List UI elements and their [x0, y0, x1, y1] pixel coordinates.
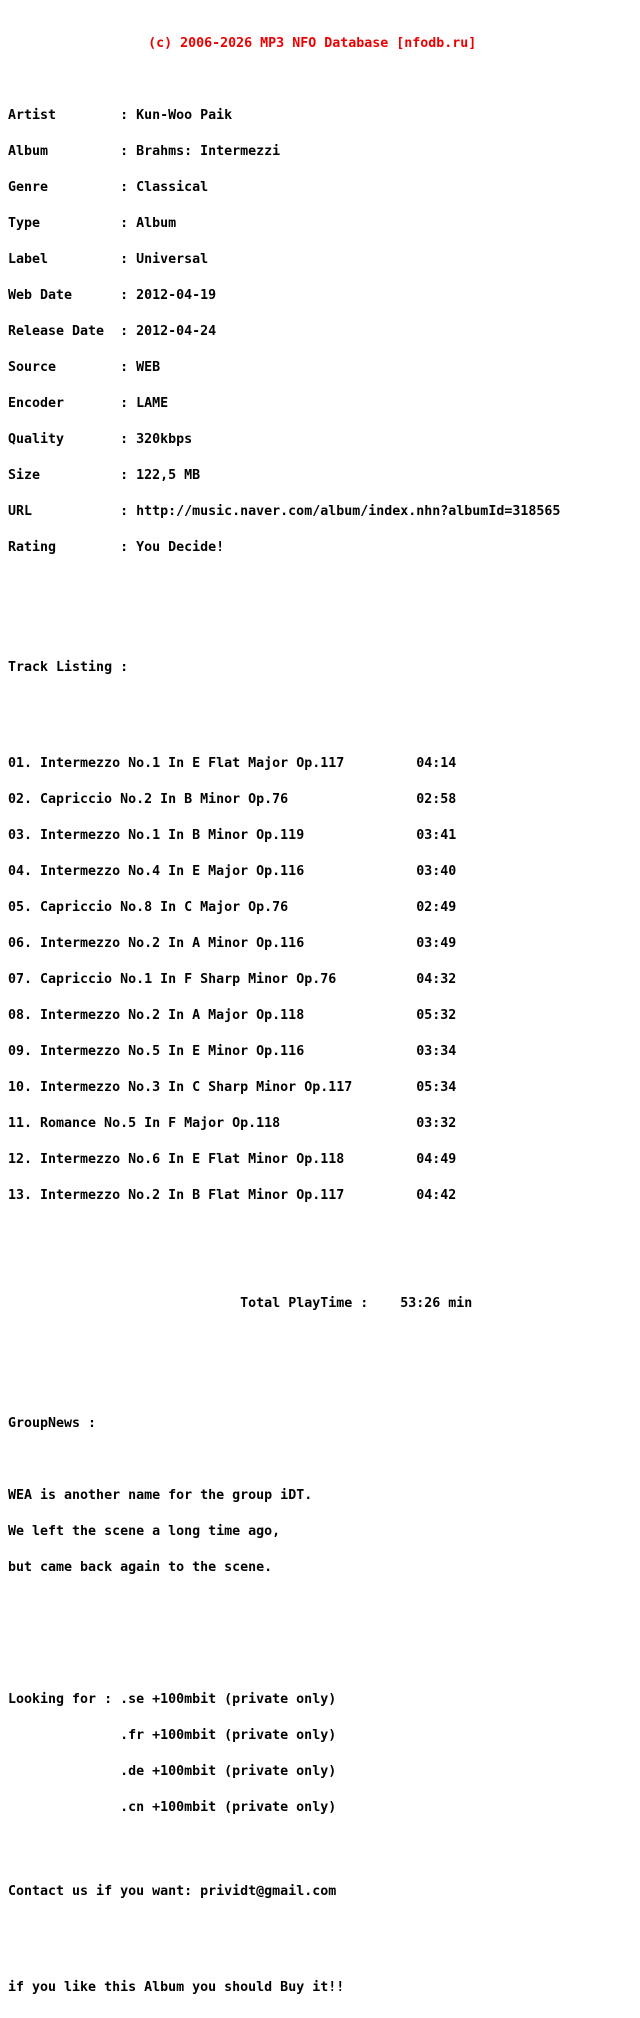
track-number: 01. [8, 756, 33, 771]
metadata-separator: : [120, 540, 137, 555]
metadata-row-web-date [8, 290, 640, 302]
metadata-separator: : [120, 396, 137, 411]
track-row [8, 758, 640, 770]
track-duration: 04:32 [416, 972, 457, 987]
looking-for-block [8, 1670, 640, 1838]
track-title: Romance No.5 In F Major Op.118 [40, 1116, 281, 1131]
track-number: 06. [8, 936, 33, 951]
nfo-header-copyright: (c) 2006-2026 MP3 NFO Database [nfodb.ru] [148, 36, 477, 51]
track-number: 09. [8, 1044, 33, 1059]
metadata-label: Quality [8, 432, 65, 447]
metadata-separator: : [120, 216, 137, 231]
metadata-value-source: WEB [136, 360, 161, 375]
track-number: 11. [8, 1116, 33, 1131]
footer-note: if you like this Album you should Buy it!! [8, 1980, 345, 1995]
track-title: Capriccio No.2 In B Minor Op.76 [40, 792, 289, 807]
metadata-label: Label [8, 252, 49, 267]
looking-for-row [8, 1766, 640, 1778]
metadata-value-artist: Kun-Woo Paik [136, 108, 233, 123]
metadata-row-size [8, 470, 640, 482]
contact-line: Contact us if you want: prividt@gmail.com [8, 1884, 337, 1899]
track-row [8, 974, 640, 986]
metadata-value-label: Universal [136, 252, 209, 267]
track-row [8, 902, 640, 914]
track-number: 07. [8, 972, 33, 987]
metadata-value-type: Album [136, 216, 177, 231]
metadata-label: URL [8, 504, 33, 519]
metadata-value-release-date: 2012-04-24 [136, 324, 217, 339]
groupnews-line: but came back again to the scene. [8, 1560, 273, 1575]
total-playtime-value: 53:26 min [400, 1296, 473, 1311]
metadata-separator: : [120, 180, 137, 195]
metadata-row-rating [8, 542, 640, 554]
track-row [8, 866, 640, 878]
track-number: 03. [8, 828, 33, 843]
metadata-row-album [8, 146, 640, 158]
track-number: 05. [8, 900, 33, 915]
track-duration: 02:58 [416, 792, 457, 807]
track-duration: 05:32 [416, 1008, 457, 1023]
track-row [8, 938, 640, 950]
track-number: 02. [8, 792, 33, 807]
total-playtime [240, 1298, 640, 1310]
track-title: Intermezzo No.1 In E Flat Major Op.117 [40, 756, 345, 771]
track-number: 08. [8, 1008, 33, 1023]
track-number: 04. [8, 864, 33, 879]
track-listing-title: Track Listing : [8, 660, 129, 675]
metadata-row-type [8, 218, 640, 230]
metadata-row-source [8, 362, 640, 374]
looking-for-item: .de +100mbit (private only) [120, 1764, 337, 1779]
track-title: Intermezzo No.2 In A Major Op.118 [40, 1008, 305, 1023]
track-number: 10. [8, 1080, 33, 1095]
track-duration: 04:49 [416, 1152, 457, 1167]
metadata-separator: : [120, 252, 137, 267]
track-row [8, 794, 640, 806]
metadata-value-quality: 320kbps [136, 432, 193, 447]
track-duration: 03:49 [416, 936, 457, 951]
track-duration: 05:34 [416, 1080, 457, 1095]
metadata-separator: : [120, 144, 137, 159]
looking-for-item: .se +100mbit (private only) [120, 1692, 337, 1707]
metadata-label: Release Date [8, 324, 105, 339]
metadata-row-release-date [8, 326, 640, 338]
metadata-label: Artist [8, 108, 57, 123]
metadata-row-artist [8, 110, 640, 122]
track-title: Intermezzo No.3 In C Sharp Minor Op.117 [40, 1080, 353, 1095]
track-row [8, 830, 640, 842]
metadata-value-url: http://music.naver.com/album/index.nhn?albumId=318565 [136, 504, 561, 519]
metadata-block [8, 86, 640, 578]
track-duration: 03:34 [416, 1044, 457, 1059]
metadata-row-url [8, 506, 640, 518]
looking-for-row [8, 1730, 640, 1742]
metadata-label: Encoder [8, 396, 65, 411]
track-title: Intermezzo No.5 In E Minor Op.116 [40, 1044, 305, 1059]
looking-for-row [8, 1694, 640, 1706]
track-duration: 02:49 [416, 900, 457, 915]
metadata-separator: : [120, 360, 137, 375]
metadata-label: Web Date [8, 288, 73, 303]
track-row [8, 1010, 640, 1022]
track-listing [8, 734, 640, 1226]
track-duration: 03:41 [416, 828, 457, 843]
track-title: Intermezzo No.6 In E Flat Minor Op.118 [40, 1152, 345, 1167]
track-title: Intermezzo No.2 In A Minor Op.116 [40, 936, 305, 951]
looking-for-item: .cn +100mbit (private only) [120, 1800, 337, 1815]
metadata-label: Source [8, 360, 57, 375]
metadata-value-web-date: 2012-04-19 [136, 288, 217, 303]
metadata-value-encoder: LAME [136, 396, 169, 411]
groupnews-line: We left the scene a long time ago, [8, 1524, 281, 1539]
metadata-label: Genre [8, 180, 49, 195]
metadata-separator: : [120, 468, 137, 483]
metadata-value-genre: Classical [136, 180, 209, 195]
metadata-label: Rating [8, 540, 57, 555]
groupnews-block [8, 1466, 640, 1598]
metadata-row-quality [8, 434, 640, 446]
track-duration: 03:32 [416, 1116, 457, 1131]
track-duration: 03:40 [416, 864, 457, 879]
metadata-value-album: Brahms: Intermezzi [136, 144, 281, 159]
metadata-value-rating: You Decide! [136, 540, 225, 555]
total-playtime-label: Total PlayTime : [240, 1296, 369, 1311]
track-row [8, 1082, 640, 1094]
track-duration: 04:42 [416, 1188, 457, 1203]
metadata-row-encoder [8, 398, 640, 410]
track-row [8, 1046, 640, 1058]
track-title: Capriccio No.8 In C Major Op.76 [40, 900, 289, 915]
looking-for-item: .fr +100mbit (private only) [120, 1728, 337, 1743]
metadata-separator: : [120, 504, 137, 519]
groupnews-line: WEA is another name for the group iDT. [8, 1488, 313, 1503]
metadata-row-label [8, 254, 640, 266]
metadata-separator: : [120, 324, 137, 339]
metadata-row-genre [8, 182, 640, 194]
metadata-separator: : [120, 432, 137, 447]
track-number: 13. [8, 1188, 33, 1203]
looking-for-label: Looking for : [8, 1692, 113, 1707]
looking-for-row [8, 1802, 640, 1814]
track-number: 12. [8, 1152, 33, 1167]
metadata-label: Type [8, 216, 41, 231]
track-title: Capriccio No.1 In F Sharp Minor Op.76 [40, 972, 337, 987]
metadata-value-size: 122,5 MB [136, 468, 201, 483]
track-title: Intermezzo No.1 In B Minor Op.119 [40, 828, 305, 843]
metadata-separator: : [120, 288, 137, 303]
metadata-separator: : [120, 108, 137, 123]
metadata-label: Size [8, 468, 41, 483]
track-row [8, 1190, 640, 1202]
track-title: Intermezzo No.4 In E Major Op.116 [40, 864, 305, 879]
metadata-label: Album [8, 144, 49, 159]
track-title: Intermezzo No.2 In B Flat Minor Op.117 [40, 1188, 345, 1203]
track-row [8, 1154, 640, 1166]
track-duration: 04:14 [416, 756, 457, 771]
groupnews-title: GroupNews : [8, 1416, 97, 1431]
track-row [8, 1118, 640, 1130]
